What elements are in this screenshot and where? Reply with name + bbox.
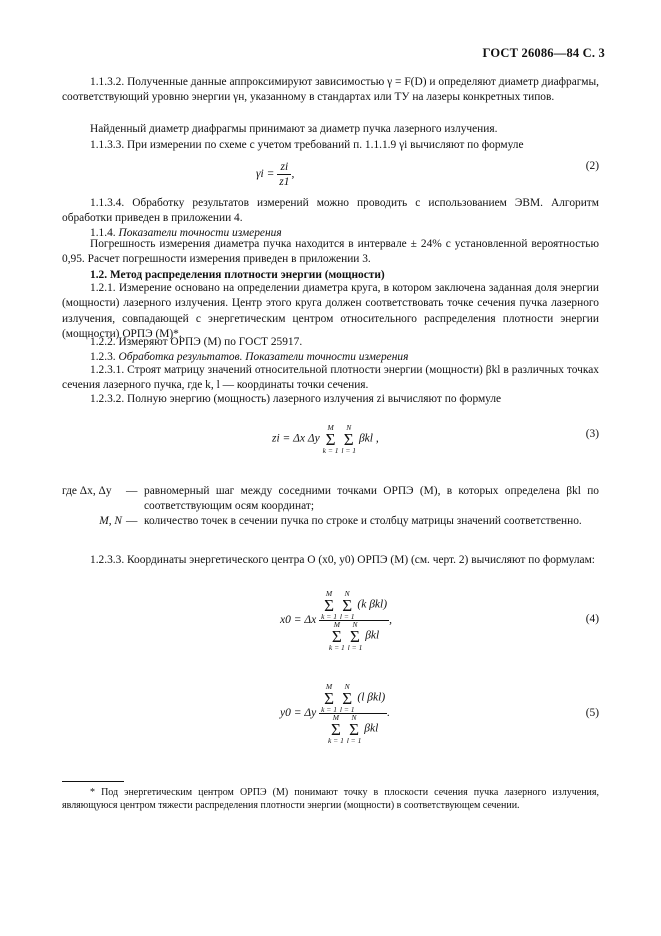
formula-3-upper-n: N <box>346 423 352 432</box>
section-number-1-2-3: 1.2.3. <box>90 351 116 363</box>
section-title-1-1-4: Показатели точности измерения <box>118 227 282 239</box>
sigma-icon: Σ <box>349 719 359 739</box>
sigma-icon: Σ <box>330 719 341 739</box>
formula-4 <box>280 590 392 651</box>
formula-3-sum-k <box>323 424 339 454</box>
limit-m: M <box>325 589 333 598</box>
formula-4-num-sum-k <box>321 590 337 620</box>
limit-n: N <box>344 589 350 598</box>
sigma-icon: Σ <box>343 429 354 449</box>
paragraph-found-diameter: Найденный диаметр диафрагмы принимают за диаметр пучка лазерного излучения. <box>90 123 498 135</box>
formula-4-den-sum-k <box>329 621 345 651</box>
where-clause-steps <box>62 484 599 515</box>
formula-3-lower-l: l = 1 <box>341 445 357 455</box>
formula-3-upper-m: M <box>327 423 334 432</box>
paragraph-1-2-1: 1.2.1. Измерение основано на определении диаметра круга, в котором заключена заданная доля энергии (мощности) лазерного излучения. Центр этого круга должен соответствовать точке сечения пучка лазерного излучения, совпадающей с энергетическим центром относительного распределения плотности энергии (мощности) ОРПЭ (М)*. <box>62 282 599 341</box>
where-dash: — <box>126 515 138 527</box>
limit-l: l = 1 <box>347 642 363 652</box>
formula-4-tail: , <box>389 614 392 627</box>
formula-4-fraction <box>319 590 389 651</box>
sigma-icon: Σ <box>324 595 334 615</box>
paragraph-1-1-3-2: 1.1.3.2. Полученные данные аппроксимируют зависимостью γ = F(D) и определяют диаметр диафрагмы, соответствующий уровню энергии γн, указанному в стандартах или ТУ на лазеры конкретных типов. <box>62 76 599 104</box>
formula-5-num-term: (l βkl) <box>357 691 386 704</box>
formula-4-num-term: (k βkl) <box>357 598 388 611</box>
where-dash: — <box>126 485 138 497</box>
formula-5 <box>280 683 390 744</box>
limit-k: k = 1 <box>327 735 344 745</box>
formula-2-tail: , <box>291 168 295 181</box>
formula-2 <box>256 160 294 189</box>
limit-k: k = 1 <box>321 704 337 714</box>
where-clause-counts <box>62 514 599 529</box>
paragraph-1-1-3-4: 1.1.3.4. Обработку результатов измерений можно проводить с использованием ЭВМ. Алгоритм обработки приведен в приложении 4. <box>62 197 599 225</box>
limit-m: M <box>332 713 340 722</box>
formula-5-den-sum-l <box>347 714 362 744</box>
formula-5-number: (5) <box>585 707 599 719</box>
heading-1-2: 1.2. Метод распределения плотности энергии (мощности) <box>90 269 385 281</box>
sigma-icon: Σ <box>324 688 334 708</box>
formula-3-lower-k: k = 1 <box>322 445 339 455</box>
formula-3-number: (3) <box>585 428 599 440</box>
formula-2-number: (2) <box>585 160 599 172</box>
formula-2-denominator: z1 <box>279 176 290 188</box>
limit-n: N <box>351 713 357 722</box>
formula-4-number: (4) <box>585 613 599 625</box>
formula-5-num-sum-k <box>321 683 337 713</box>
limit-n: N <box>344 682 350 691</box>
sigma-icon: Σ <box>331 626 342 646</box>
formula-5-numerator <box>319 683 387 714</box>
sigma-icon: Σ <box>325 429 336 449</box>
formula-3 <box>272 424 379 454</box>
formula-4-num-sum-l <box>340 590 355 620</box>
paragraph-1-2-3-1: 1.2.3.1. Строят матрицу значений относительной плотности энергии (мощности) βkl в различных точках сечения лазерного пучка, где k, l — координаты точки сечения. <box>62 364 599 392</box>
formula-2-numerator: zi <box>277 160 291 175</box>
limit-m: M <box>325 682 333 691</box>
limit-l: l = 1 <box>339 611 355 621</box>
formula-4-denominator <box>319 621 389 651</box>
page-header: ГОСТ 26086—84 С. 3 <box>482 46 605 60</box>
where-label-steps: где Δx, Δy <box>62 485 112 497</box>
footnote: * Под энергетическим центром ОРПЭ (М) понимают точку в плоскости сечения пучка лазерного излучения, являющуюся центром тяжести распределения плотности энергии (мощности) в соответствующем сечении. <box>62 787 599 812</box>
formula-4-den-sum-l <box>348 621 363 651</box>
formula-3-lhs: zi = Δx Δy <box>272 432 320 445</box>
sigma-icon: Σ <box>342 688 353 708</box>
section-title-1-2-3: Обработка результатов. Показатели точности измерения <box>118 351 409 363</box>
formula-5-den-term: βkl <box>364 722 379 735</box>
limit-k: k = 1 <box>328 642 345 652</box>
paragraph-1-1-3-3: 1.1.3.3. При измерении по схеме с учетом требований п. 1.1.1.9 γi вычисляют по формуле <box>90 139 524 151</box>
formula-5-lhs: y0 = Δy <box>280 707 317 720</box>
sigma-icon: Σ <box>342 595 353 615</box>
paragraph-error: Погрешность измерения диаметра пучка находится в интервале ± 24% с установленной вероятностью 0,95. Расчет погрешности измерения приведен в приложении 3. <box>62 238 599 266</box>
where-text-steps: равномерный шаг между соседними точками ОРПЭ (М), в которых определена βkl по соответствующим осям координат; <box>144 485 599 513</box>
where-text-counts: количество точек в сечении пучка по строке и столбцу матрицы значений соответственно. <box>144 515 582 527</box>
formula-5-num-sum-l <box>340 683 355 713</box>
limit-l: l = 1 <box>339 704 355 714</box>
footnote-divider <box>62 781 124 782</box>
section-number-1-1-4: 1.1.4. <box>90 227 116 239</box>
formula-3-term: βkl , <box>358 432 379 445</box>
limit-m: M <box>333 620 340 629</box>
formula-2-lhs: γi = <box>256 168 275 181</box>
formula-5-tail: . <box>387 707 391 720</box>
limit-n: N <box>352 620 358 629</box>
limit-k: k = 1 <box>321 611 337 621</box>
formula-4-lhs: x0 = Δx <box>280 614 317 627</box>
formula-3-sum-l <box>341 424 356 454</box>
paragraph-1-2-3-3: 1.2.3.3. Координаты энергетического центра O (x0, y0) ОРПЭ (М) (см. черт. 2) вычисляют по формулам: <box>90 554 595 566</box>
formula-5-fraction <box>319 683 387 744</box>
paragraph-1-2-2: 1.2.2. Измеряют ОРПЭ (М) по ГОСТ 25917. <box>90 336 303 348</box>
formula-4-den-term: βkl <box>365 629 380 642</box>
formula-4-numerator <box>319 590 389 621</box>
formula-5-denominator <box>319 714 387 744</box>
formula-5-den-sum-k <box>328 714 344 744</box>
paragraph-1-2-3-2: 1.2.3.2. Полную энергию (мощность) лазерного излучения zi вычисляют по формуле <box>90 393 502 405</box>
limit-l: l = 1 <box>346 735 362 745</box>
formula-2-fraction <box>277 160 291 189</box>
sigma-icon: Σ <box>350 626 360 646</box>
where-label-counts: M, N <box>99 515 122 527</box>
